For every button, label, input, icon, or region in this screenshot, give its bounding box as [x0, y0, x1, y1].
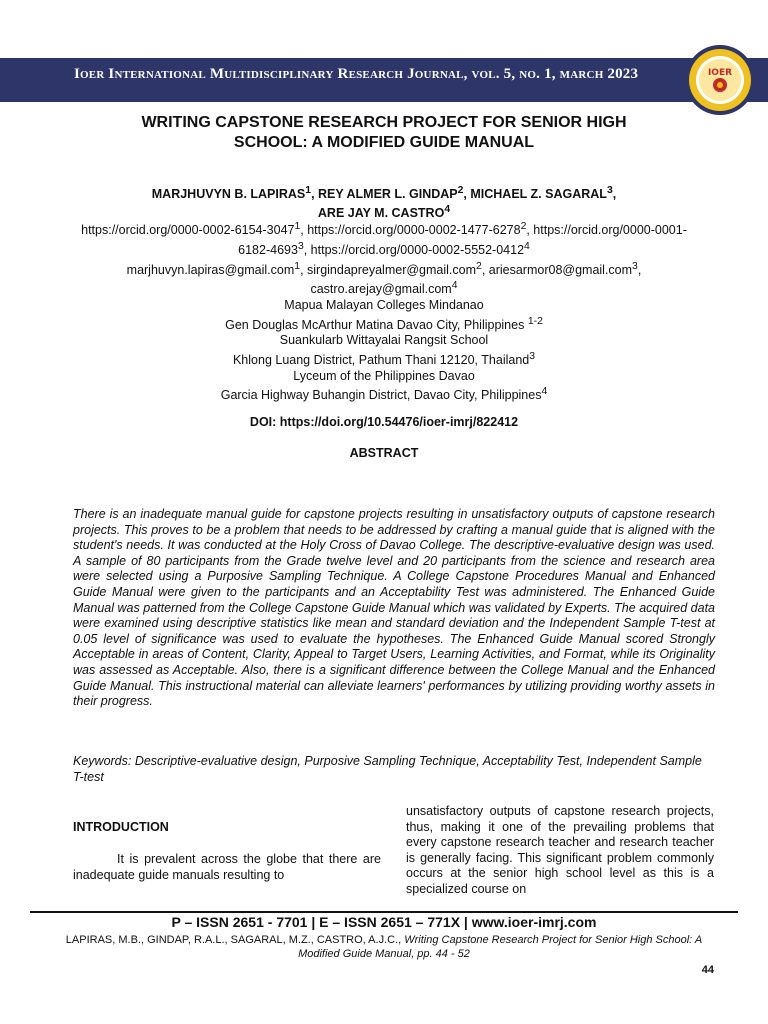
abstract-text: There is an inadequate manual guide for capstone projects resulting in unsatisfactory outputs of capstone research projects. This proves to be a problem that needs to be addressed by crafting a manual guide that is aligned with the student's needs. It was conducted at the Holy Cross of Davao College. The descriptive-evaluative design was used. A sample of 80 participants from the Grade twelve level and 20 participants from the science and research area were selected using a Purposive Sampling Technique. A College Capstone Procedures Manual and Enhanced Guide Manual were given to the participants and an Acceptability Test was administered. The Enhanced Guide Manual was patterned from the College Capstone Guide Manual which was validated by Experts. The acquired data were examined using descriptive statistics like mean and standard deviation and the Independent Sample T-test at 0.05 level of significance was used to evaluate the hypotheses. The Enhanced Guide Manual scored Strongly Acceptable in areas of Content, Clarity, Appeal to Target Users, Learning Activities, and Format, while its Originality was assessed as Acceptable. Also, there is a significant difference between the College Manual and the Enhanced Guide Manual. This instructional material can alleviate learners' performances by utilizing providing worthy assets in their progress. [73, 507, 715, 709]
introduction-heading: INTRODUCTION [73, 820, 169, 834]
author-line-1 [84, 183, 684, 202]
email-sup: 3 [632, 260, 638, 272]
author-sup: 4 [444, 204, 451, 216]
author-list [84, 183, 684, 221]
abstract-heading: ABSTRACT [349, 446, 419, 460]
ioer-seal-logo [684, 44, 756, 116]
doi-link[interactable]: DOI: https://doi.org/10.54476/ioer-imrj/822412 [249, 415, 519, 429]
orcid-sup: 2 [520, 221, 527, 232]
email-sup: 4 [451, 280, 458, 292]
footer-issn: P – ISSN 2651 - 7701 | E – ISSN 2651 – 771X | www.ioer-imrj.com [171, 914, 597, 930]
orcid-line [70, 219, 698, 259]
citation-authors: LAPIRAS, M.B., GINDAP, R.A.L., SAGARAL, M.Z., CASTRO, A.J.C., [65, 934, 405, 946]
address-text: Khlong Luang District, Pathum Thani 12120, Thailand [232, 353, 530, 368]
author-sup: 1 [305, 185, 312, 196]
affiliations [70, 219, 698, 404]
author-name: MARJHUVYN B. LAPIRAS [151, 187, 306, 202]
footer-divider [30, 911, 738, 913]
institution-1-address [70, 314, 698, 334]
orcid-link[interactable]: https://orcid.org/0000-0002-6154-3047 [81, 223, 295, 238]
citation-title: Writing Capstone Research Project for Senior High School: A Modified Guide Manual, pp. 44 - 52 [298, 934, 703, 960]
email-sup: 1 [294, 260, 301, 272]
orcid-sup: 1 [294, 221, 301, 232]
email-line [70, 259, 698, 279]
institution-2: Suankularb Wittayalai Rangsit School [279, 333, 489, 348]
author-name: MICHAEL Z. SAGARAL [470, 187, 607, 202]
address-sup: 3 [529, 350, 536, 362]
institution-1: Mapua Malayan Colleges Mindanao [284, 298, 484, 312]
orcid-link[interactable]: , https://orcid.org/0000-0002-1477-6278 [300, 223, 521, 238]
seal-text: IOER [707, 68, 733, 78]
email-sup: 2 [476, 260, 482, 272]
email-sep: , [637, 262, 642, 277]
email-link[interactable]: castro.arejay@gmail.com [310, 282, 452, 297]
orcid-sup: 4 [524, 240, 530, 252]
intro-right-column: unsatisfactory outputs of capstone research projects, thus, making it one of the prevailing problems that every capstone research teacher and research teacher is generally facing. This significant problem commonly occurs at the senior high school level as this is a specialized course on [406, 804, 714, 896]
email-link[interactable]: , sirgindapreyalmer@gmail.com [300, 262, 477, 277]
orcid-sup: 3 [297, 240, 304, 252]
author-name: REY ALMER L. GINDAP [318, 187, 458, 202]
title-line-2: SCHOOL: A MODIFIED GUIDE MANUAL [233, 134, 535, 151]
institution-2-address [70, 349, 698, 369]
author-sep: , [311, 187, 319, 202]
author-name: ARE JAY M. CASTRO [317, 206, 445, 221]
paper-title [74, 113, 694, 153]
orcid-link[interactable]: , https://orcid.org/0000-0002-5552-0412 [303, 242, 525, 257]
orcid-link[interactable]: , https://orcid.org/0000-0001-6182-4693 [238, 223, 687, 257]
email-line-2 [70, 278, 698, 298]
email-link[interactable]: , ariesarmor08@gmail.com [481, 262, 633, 277]
author-sup: 2 [457, 185, 464, 196]
address-text: Gen Douglas McArthur Matina Davao City, Philippines [225, 317, 528, 332]
page-number: 44 [701, 964, 714, 976]
keywords-text: Keywords: Descriptive-evaluative design, Purposive Sampling Technique, Acceptability Test, Independent Sample T-test [73, 754, 702, 784]
address-sup: 1-2 [527, 315, 543, 327]
footer-citation [60, 933, 708, 961]
email-link[interactable]: marjhuvyn.lapiras@gmail.com [126, 262, 295, 277]
institution-3-address [70, 384, 698, 404]
author-sep: , [612, 187, 617, 202]
address-sup: 4 [541, 386, 548, 398]
institution-3: Lyceum of the Philippines Davao [293, 368, 475, 383]
journal-title: Ioer International Multidisciplinary Research Journal, vol. 5, no. 1, march 2023 [74, 66, 639, 82]
address-text: Garcia Highway Buhangin District, Davao City, Philippines [220, 388, 542, 403]
intro-left-column: It is prevalent across the globe that there are inadequate guide manuals resulting to [73, 852, 381, 882]
author-sup: 3 [606, 185, 613, 196]
title-line-1: WRITING CAPSTONE RESEARCH PROJECT FOR SENIOR HIGH [141, 114, 627, 131]
author-sep: , [463, 187, 471, 202]
